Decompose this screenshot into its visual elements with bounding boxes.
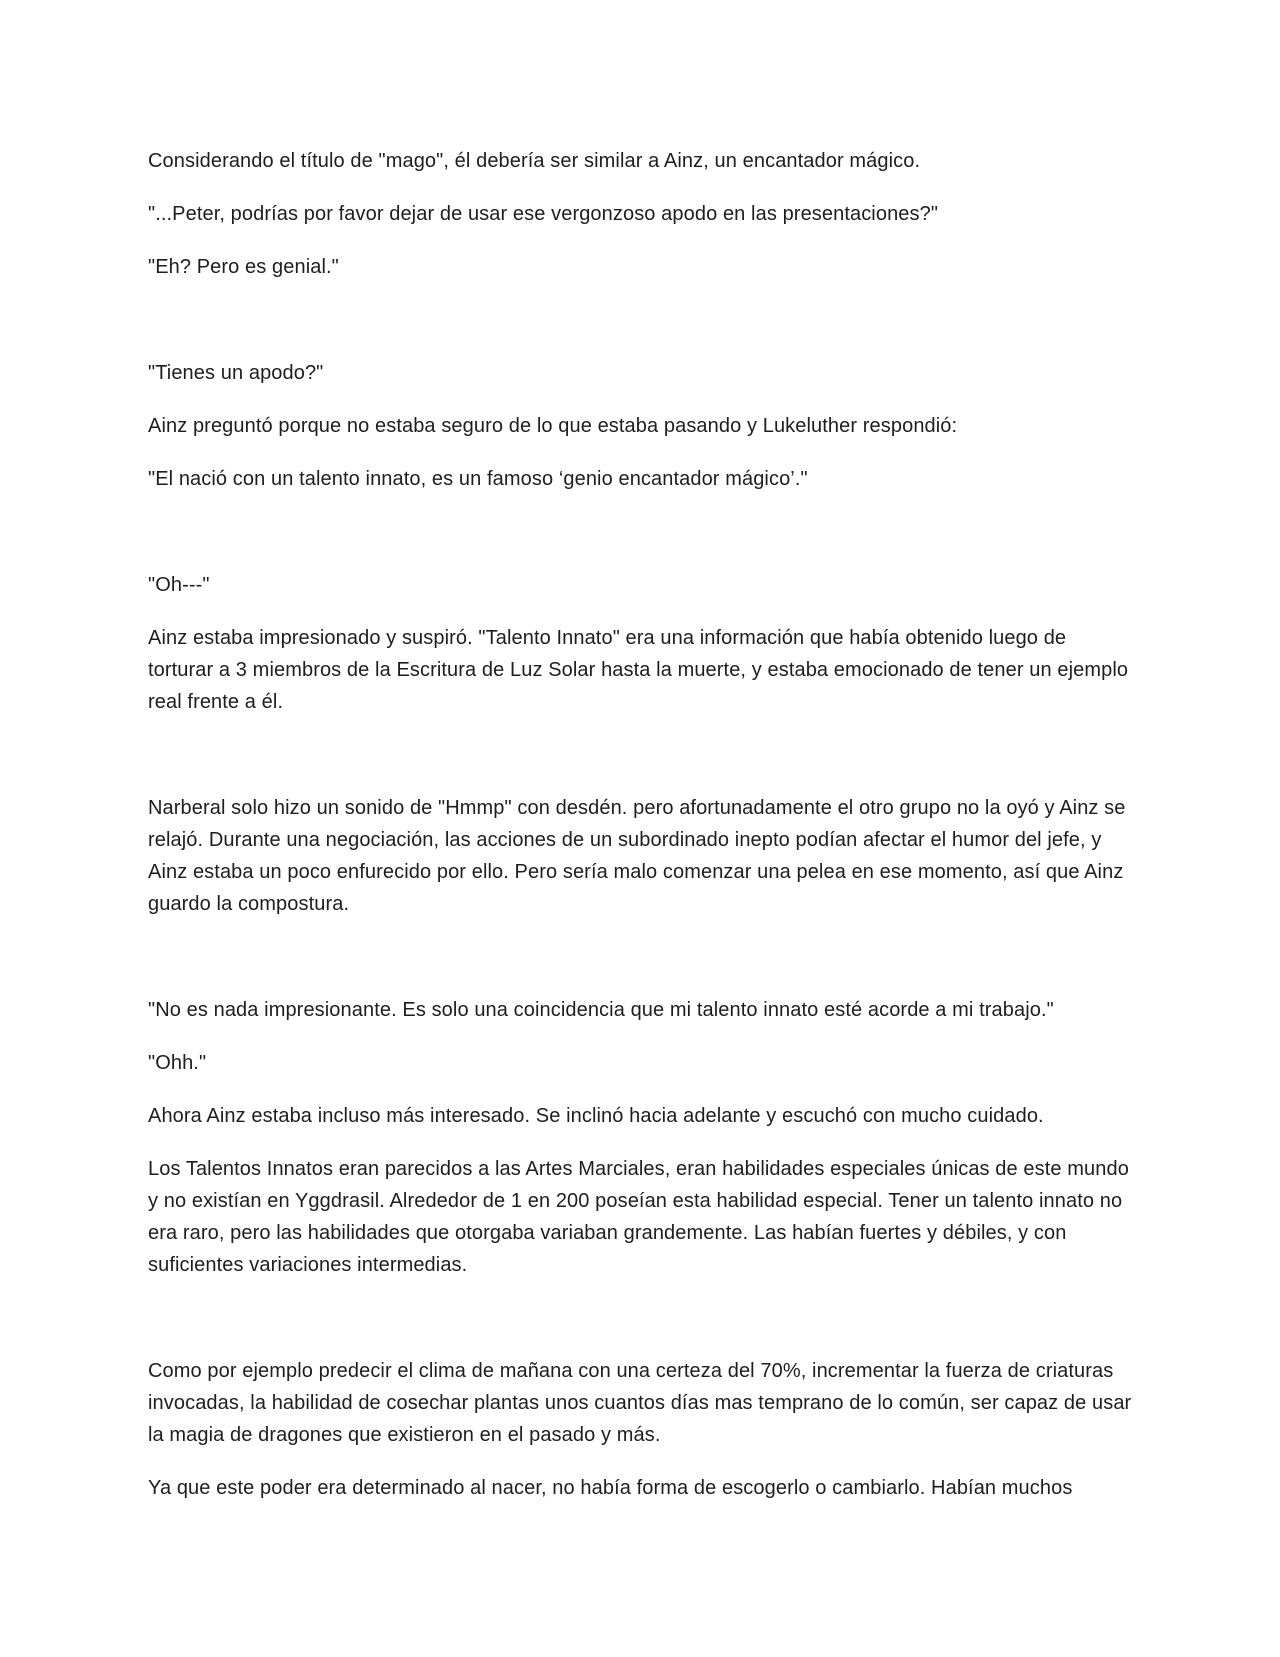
paragraph: "El nació con un talento innato, es un famoso ‘genio encantador mágico’." [148, 468, 808, 490]
paragraph: Narberal solo hizo un sonido de "Hmmp" con desdén. pero afortunadamente el otro grupo no la oyó y Ainz se relajó. Durante una negociación, las acciones de un subordinado inepto podían afectar el humor del jefe, y Ainz estaba un poco enfurecido por ello. Pero sería malo comenzar una pelea en ese momento, así que Ainz guardo la compostura. [148, 797, 1126, 915]
paragraph: "Ohh." [148, 1052, 207, 1074]
paragraph: Considerando el título de "mago", él debería ser similar a Ainz, un encantador mágico. [148, 150, 921, 172]
paragraph: Ahora Ainz estaba incluso más interesado. Se inclinó hacia adelante y escuchó con mucho cuidado. [148, 1105, 1044, 1127]
document-body [148, 145, 1133, 1525]
paragraph: "Eh? Pero es genial." [148, 256, 339, 278]
paragraph: Ainz estaba impresionado y suspiró. "Talento Innato" era una información que había obtenido luego de torturar a 3 miembros de la Escritura de Luz Solar hasta la muerte, y estaba emocionado de tener un ejemplo real frente a él. [148, 627, 1129, 713]
paragraph: "No es nada impresionante. Es solo una coincidencia que mi talento innato esté acorde a mi trabajo." [148, 999, 1054, 1021]
paragraph: "...Peter, podrías por favor dejar de usar ese vergonzoso apodo en las presentaciones?" [148, 203, 939, 225]
paragraph: Como por ejemplo predecir el clima de mañana con una certeza del 70%, incrementar la fuerza de criaturas invocadas, la habilidad de cosechar plantas unos cuantos días mas temprano de lo común, ser capaz de usar la magia de dragones que existieron en el pasado y más. [148, 1360, 1132, 1446]
paragraph: "Oh---" [148, 574, 210, 596]
paragraph: Ainz preguntó porque no estaba seguro de lo que estaba pasando y Lukeluther respondió: [148, 415, 958, 437]
paragraph: "Tienes un apodo?" [148, 362, 324, 384]
paragraph: Los Talentos Innatos eran parecidos a las Artes Marciales, eran habilidades especiales únicas de este mundo y no existían en Yggdrasil. Alrededor de 1 en 200 poseían esta habilidad especial. Tener un talento innato no era raro, pero las habilidades que otorgaba variaban grandemente. Las habían fuertes y débiles, y con suficientes variaciones intermedias. [148, 1158, 1129, 1276]
paragraph: Ya que este poder era determinado al nacer, no había forma de escogerlo o cambiarlo. Habían muchos [148, 1477, 1073, 1499]
